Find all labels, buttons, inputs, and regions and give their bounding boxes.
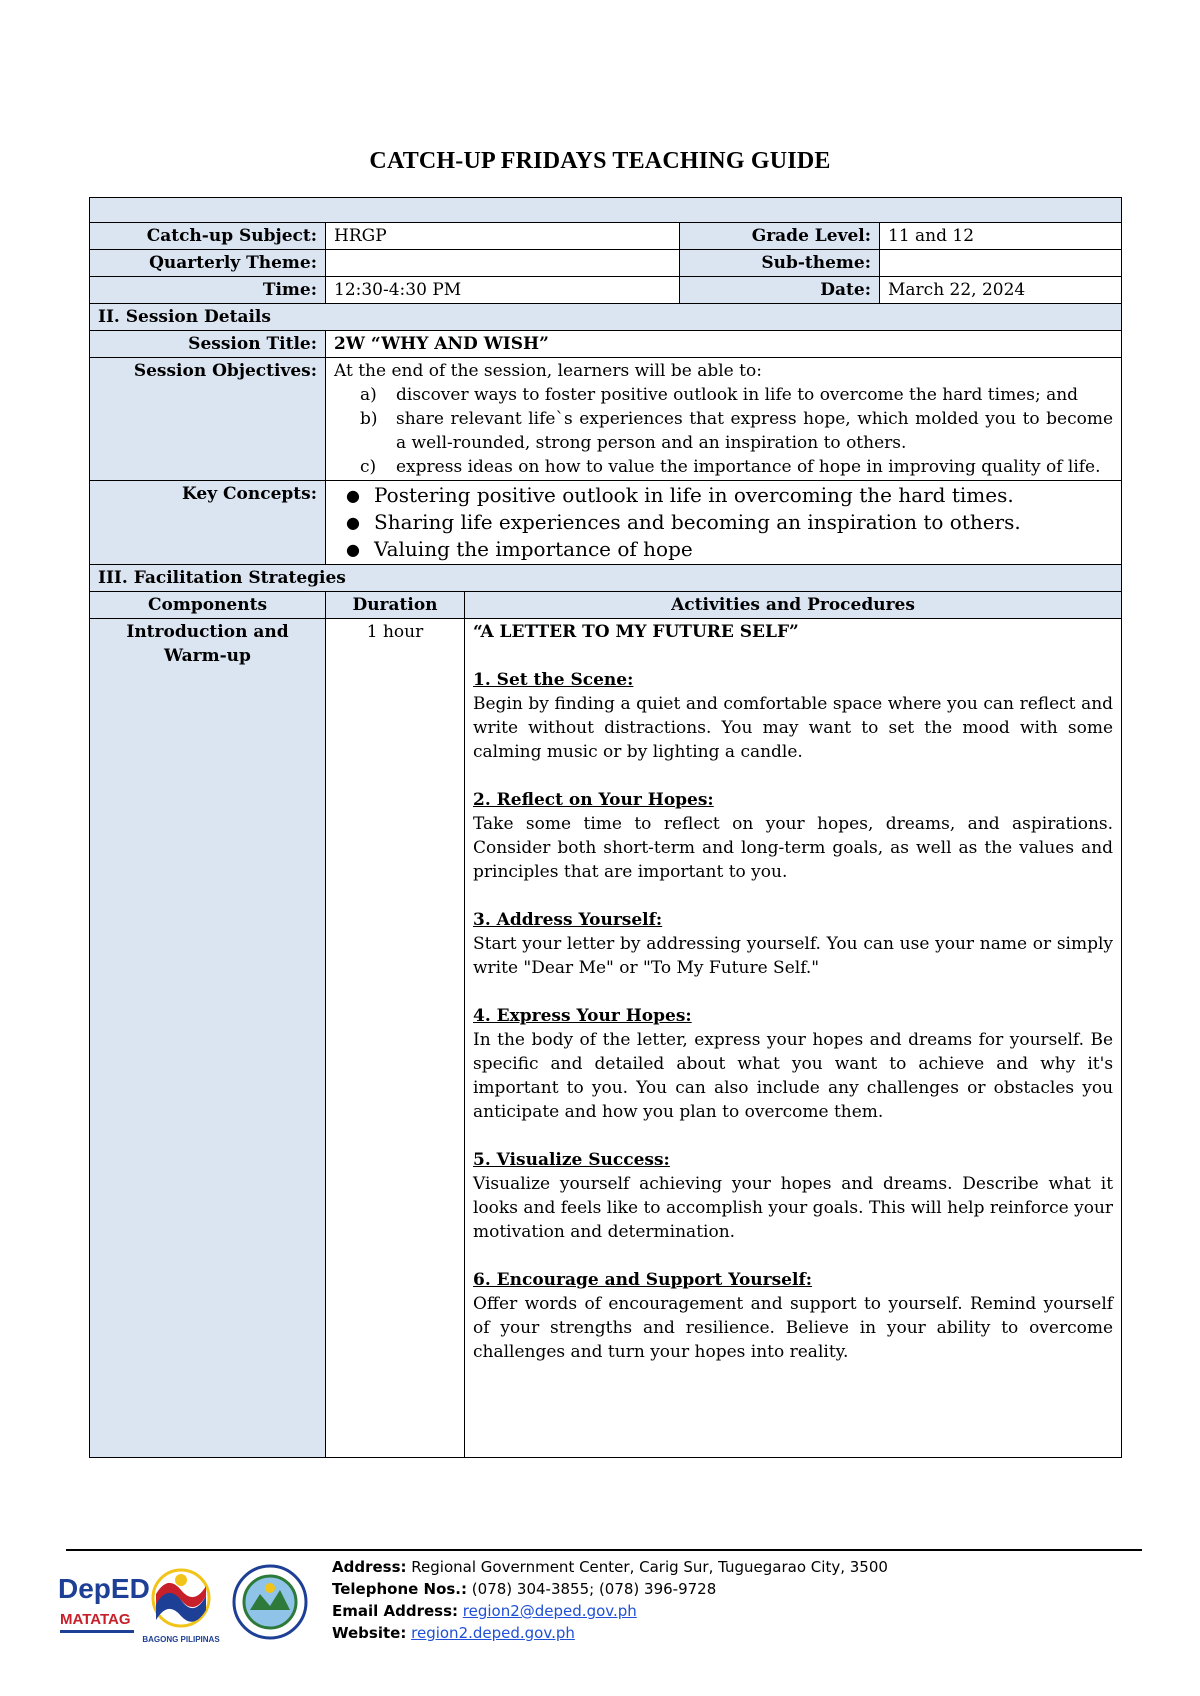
deped-logo-text: DepED — [58, 1573, 150, 1604]
facilitation-header-row — [90, 592, 1122, 619]
col-activities: Activities and Procedures — [465, 592, 1122, 619]
time-label: Time: — [90, 277, 326, 304]
key-concept-item: ● Postering positive outlook in life in overcoming the hard times. — [346, 483, 1014, 507]
key-concepts-label: Key Concepts: — [90, 481, 326, 565]
step-heading: 4. Express Your Hopes: — [473, 1006, 692, 1026]
theme-value — [326, 250, 680, 277]
objectives-intro: At the end of the session, learners will be able to: — [334, 361, 762, 381]
objectives-label: Session Objectives: — [90, 358, 326, 481]
email-link[interactable]: region2@deped.gov.ph — [462, 1602, 637, 1620]
activity-step — [473, 788, 1113, 884]
step-body: Take some time to reflect on your hopes, dreams, and aspirations. Consider both short-term and long-term goals, as well as the values and principles that are important to you. — [473, 814, 1114, 882]
facilitation-heading-row — [90, 565, 1122, 592]
activity-title: “A LETTER TO MY FUTURE SELF” — [473, 622, 799, 642]
footer-website: Website: region2.deped.gov.ph — [332, 1624, 575, 1642]
subtheme-value — [880, 250, 1122, 277]
step-body: In the body of the letter, express your hopes and dreams for yourself. Be specific and detailed about what you want to achieve and why it's important to you. You can also include any challenges or obstacles you anticipate and how you plan to overcome them. — [473, 1030, 1114, 1122]
activity-step — [473, 1004, 1113, 1124]
activity-row — [90, 619, 1122, 1458]
col-duration: Duration — [326, 592, 465, 619]
time-row — [90, 277, 1122, 304]
theme-label: Quarterly Theme: — [90, 250, 326, 277]
teaching-guide-table — [89, 197, 1122, 1458]
key-concepts-cell — [326, 481, 1122, 565]
session-heading-row — [90, 304, 1122, 331]
top-shaded-row — [90, 198, 1122, 223]
footer-contact — [332, 1556, 888, 1644]
subject-row — [90, 223, 1122, 250]
duration-cell: 1 hour — [326, 619, 465, 1458]
grade-label: Grade Level: — [680, 223, 880, 250]
footer-divider — [66, 1549, 1142, 1551]
key-concept-item: ● Sharing life experiences and becoming an inspiration to others. — [346, 510, 1021, 534]
step-body: Start your letter by addressing yourself. You can use your name or simply write "Dear Me" or "To My Future Self." — [473, 934, 1114, 978]
subject-label: Catch-up Subject: — [90, 223, 326, 250]
matatag-logo-text: MATATAG — [60, 1611, 131, 1628]
session-title-row — [90, 331, 1122, 358]
bagong-pilipinas-text: BAGONG PILIPINAS — [142, 1635, 220, 1644]
activities-cell — [465, 619, 1122, 1458]
activity-step — [473, 908, 1113, 980]
bagong-pilipinas-logo — [142, 1570, 220, 1644]
date-value: March 22, 2024 — [880, 277, 1122, 304]
bullet-icon: ● — [346, 486, 360, 505]
activity-step — [473, 668, 1113, 764]
session-details-heading: II. Session Details — [90, 304, 1122, 331]
session-title-label: Session Title: — [90, 331, 326, 358]
grade-value: 11 and 12 — [880, 223, 1122, 250]
key-concept-item: ● Valuing the importance of hope — [346, 537, 693, 561]
activity-step — [473, 1148, 1113, 1244]
step-body: Offer words of encouragement and support to yourself. Remind yourself of your strengths and resilience. Believe in your ability to overcome challenges and turn your hopes into reality. — [473, 1294, 1114, 1362]
step-heading: 6. Encourage and Support Yourself: — [473, 1270, 813, 1290]
step-heading: 3. Address Yourself: — [473, 910, 663, 930]
subject-value: HRGP — [326, 223, 680, 250]
bullet-icon: ● — [346, 540, 360, 559]
date-label: Date: — [680, 277, 880, 304]
facilitation-heading: III. Facilitation Strategies — [90, 565, 1122, 592]
region-seal-logo — [234, 1566, 306, 1638]
footer-email: Email Address: region2@deped.gov.ph — [332, 1602, 637, 1620]
theme-row — [90, 250, 1122, 277]
key-concepts-row — [90, 481, 1122, 565]
objectives-row — [90, 358, 1122, 481]
footer-logos — [56, 1560, 316, 1648]
website-link[interactable]: region2.deped.gov.ph — [411, 1624, 575, 1642]
session-title-value: 2W “WHY AND WISH” — [326, 331, 1122, 358]
key-concepts-list — [334, 482, 1113, 563]
objective-item: c) express ideas on how to value the importance of hope in improving quality of life. — [360, 457, 1101, 477]
step-heading: 2. Reflect on Your Hopes: — [473, 790, 714, 810]
deped-matatag-logo — [58, 1573, 150, 1633]
objectives-list — [334, 383, 1113, 479]
footer-telephone: Telephone Nos.: (078) 304-3855; (078) 396-9728 — [332, 1580, 717, 1598]
component-cell: Introduction and Warm-up — [90, 619, 326, 1458]
document-title: CATCH-UP FRIDAYS TEACHING GUIDE — [369, 148, 831, 174]
time-value: 12:30-4:30 PM — [326, 277, 680, 304]
step-heading: 5. Visualize Success: — [473, 1150, 670, 1170]
step-heading: 1. Set the Scene: — [473, 670, 634, 690]
col-components: Components — [90, 592, 326, 619]
subtheme-label: Sub-theme: — [680, 250, 880, 277]
footer-address: Address: Regional Government Center, Carig Sur, Tuguegarao City, 3500 — [332, 1558, 888, 1576]
step-body: Visualize yourself achieving your hopes and dreams. Describe what it looks and feels like to accomplish your goals. This will help reinforce your motivation and determination. — [473, 1174, 1114, 1242]
objective-item: b) share relevant life`s experiences that express hope, which molded you to become a well-rounded, strong person and an inspiration to others. — [360, 409, 1114, 453]
bullet-icon: ● — [346, 513, 360, 532]
step-body: Begin by finding a quiet and comfortable space where you can reflect and write without distractions. You may want to set the mood with some calming music or by lighting a candle. — [473, 694, 1114, 762]
objective-item: a) discover ways to foster positive outlook in life to overcome the hard times; and — [360, 385, 1079, 405]
activity-step — [473, 1268, 1113, 1364]
objectives-cell — [326, 358, 1122, 481]
